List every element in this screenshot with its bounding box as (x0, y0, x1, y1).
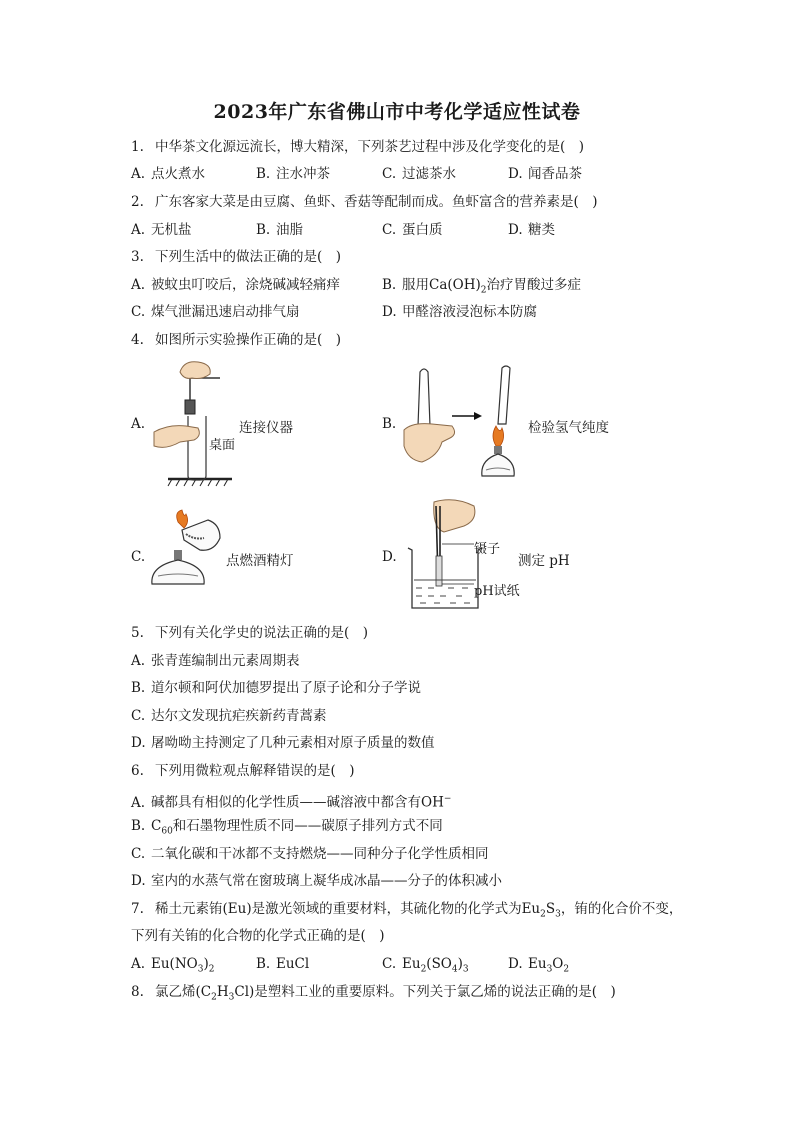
option-b: B. 服用$Ca(OH)_2$治疗胃酸过多症 (382, 277, 581, 296)
option-d: D. 室内的水蒸气常在窗玻璃上凝华成冰晶——分子的体积减小 (131, 873, 502, 889)
option-c: C. 蛋白质 (382, 222, 443, 238)
option-d: D. 屠呦呦主持测定了几种元素相对原子质量的数值 (131, 735, 435, 751)
option-a: A. 碱都具有相似的化学性质——碱溶液中都含有OH− (131, 794, 452, 811)
fig-label-ph-paper: pH试纸 (474, 584, 520, 599)
option-a: A. 张青莲编制出元素周期表 (131, 653, 300, 669)
question-3: 3. 下列生活中的做法正确的是( ) (131, 249, 342, 265)
option-a: A. 点火煮水 (131, 166, 205, 182)
option-b: B. EuCl (256, 956, 310, 972)
option-c-label: C. (131, 549, 146, 565)
option-b: B. 注水冲茶 (256, 166, 330, 182)
option-a: A. $Eu(NO_3)_2$ (131, 956, 215, 975)
option-d: D. 糖类 (508, 222, 555, 238)
option-c: C. 煤气泄漏迅速启动排气扇 (131, 304, 300, 320)
question-8: 8. 氯乙烯$(C_2H_3Cl)$是塑料工业的重要原料。下列关于氯乙烯的说法正确的是( ) (131, 984, 616, 1003)
option-c: C. 达尔文发现抗疟疾新药青蒿素 (131, 708, 327, 724)
option-b: B. $C_{60}$和石墨物理性质不同——碳原子排列方式不同 (131, 818, 443, 837)
option-d-text: 测定 pH (518, 553, 570, 569)
option-b-label: B. (382, 416, 397, 432)
option-a: A. 被蚊虫叮咬后，涂烧碱减轻痛痒 (131, 277, 340, 293)
option-b-text: 检验氢气纯度 (528, 420, 609, 436)
question-1 (131, 138, 584, 156)
figure-light-lamp (148, 510, 228, 590)
question-6: 6. 下列用微粒观点解释错误的是( ) (131, 763, 355, 779)
question-2: 2. 广东客家大菜是由豆腐、鱼虾、香菇等配制而成。鱼虾富含的营养素是( ) (131, 194, 598, 210)
option-c: C. $Eu_2(SO_4)_3$ (382, 956, 469, 975)
option-b: B. 道尔顿和阿伏加德罗提出了原子论和分子学说 (131, 680, 421, 696)
option-a-label: A. (131, 416, 146, 432)
option-d: D. 闻香品茶 (508, 166, 582, 182)
figure-measure-ph (404, 498, 484, 613)
option-c: C. 二氧化碳和干冰都不支持燃烧——同种分子化学性质相同 (131, 846, 489, 862)
option-a: A. 无机盐 (131, 222, 192, 238)
question-4: 4. 如图所示实验操作正确的是( ) (131, 332, 342, 348)
option-d: D. 甲醛溶液浸泡标本防腐 (382, 304, 537, 320)
question-7: 7. 稀土元素铕(Eu)是激光领域的重要材料，其硫化物的化学式为$Eu_2S_3$，铕的化合价不变， (131, 901, 683, 920)
figure-hydrogen-test (402, 366, 527, 486)
question-5: 5. 下列有关化学史的说法正确的是( ) (131, 625, 369, 641)
fig-label-tweezers: 镊子 (474, 542, 501, 557)
option-c-text: 点燃酒精灯 (226, 553, 294, 569)
question-7-line2: 下列有关铕的化合物的化学式正确的是( ) (131, 928, 385, 944)
question-number: 1. (131, 139, 144, 155)
option-d-label: D. (382, 549, 397, 565)
question-stem: 中华茶文化源远流长，博大精深，下列茶艺过程中涉及化学变化的是( ) (155, 139, 585, 155)
page-title: 2023年广东省佛山市中考化学适应性试卷 (213, 101, 581, 123)
fig-label-table: 桌面 (209, 438, 236, 453)
option-d: D. $Eu_3O_2$ (508, 956, 570, 975)
option-c: C. 过滤茶水 (382, 166, 456, 182)
figure-connect-apparatus (150, 358, 240, 488)
option-b: B. 油脂 (256, 222, 303, 238)
option-a-text: 连接仪器 (239, 420, 293, 436)
